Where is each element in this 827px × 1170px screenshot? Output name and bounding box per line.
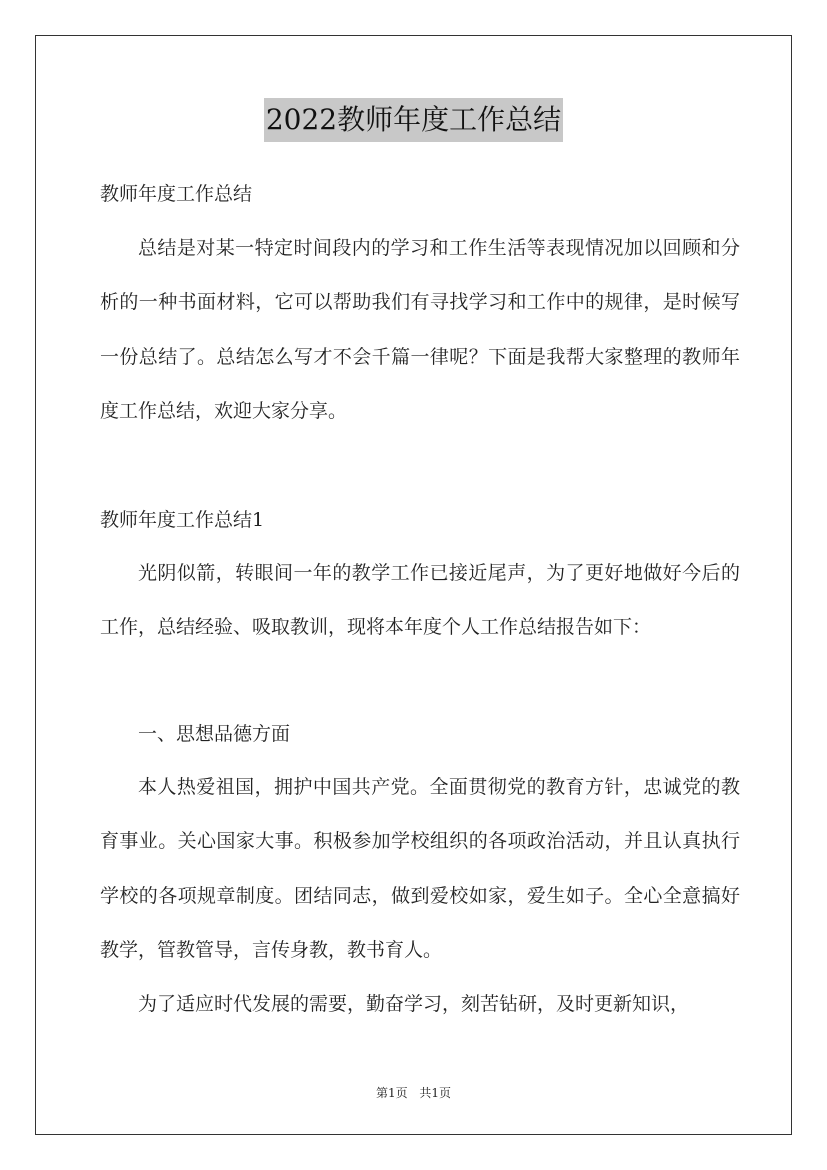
page-number: 第1页 [375, 1086, 408, 1100]
page-total: 共1页 [419, 1086, 452, 1100]
title-container [0, 98, 827, 142]
section-heading: 教师年度工作总结1 [100, 509, 265, 531]
document-subtitle: 教师年度工作总结 [100, 183, 253, 205]
subsection-heading: 一、思想品德方面 [138, 723, 291, 745]
intro-paragraph: 总结是对某一特定时间段内的学习和工作生活等表现情况加以回顾和分析的一种书面材料，它可以帮助我们有寻找学习和工作中的规律，是时候写一份总结了。总结怎么写才不会千篇一律呢？下面是我帮大家整理的教师年度工作总结，欢迎大家分享。 [100, 237, 740, 423]
body-paragraph-continued: 为了适应时代发展的需要，勤奋学习，刻苦钻研，及时更新知识， [138, 993, 690, 1015]
page-footer [0, 1084, 827, 1101]
document-title: 2022教师年度工作总结 [264, 98, 563, 142]
body-paragraph: 本人热爱祖国，拥护中国共产党。全面贯彻党的教育方针，忠诚党的教育事业。关心国家大事。积极参加学校组织的各项政治活动，并且认真执行学校的各项规章制度。团结同志，做到爱校如家，爱生如子。全心全意搞好教学，管教管导，言传身教，教书育人。 [100, 776, 740, 962]
opening-paragraph: 光阴似箭，转眼间一年的教学工作已接近尾声，为了更好地做好今后的工作，总结经验、吸取教训，现将本年度个人工作总结报告如下： [100, 562, 740, 639]
